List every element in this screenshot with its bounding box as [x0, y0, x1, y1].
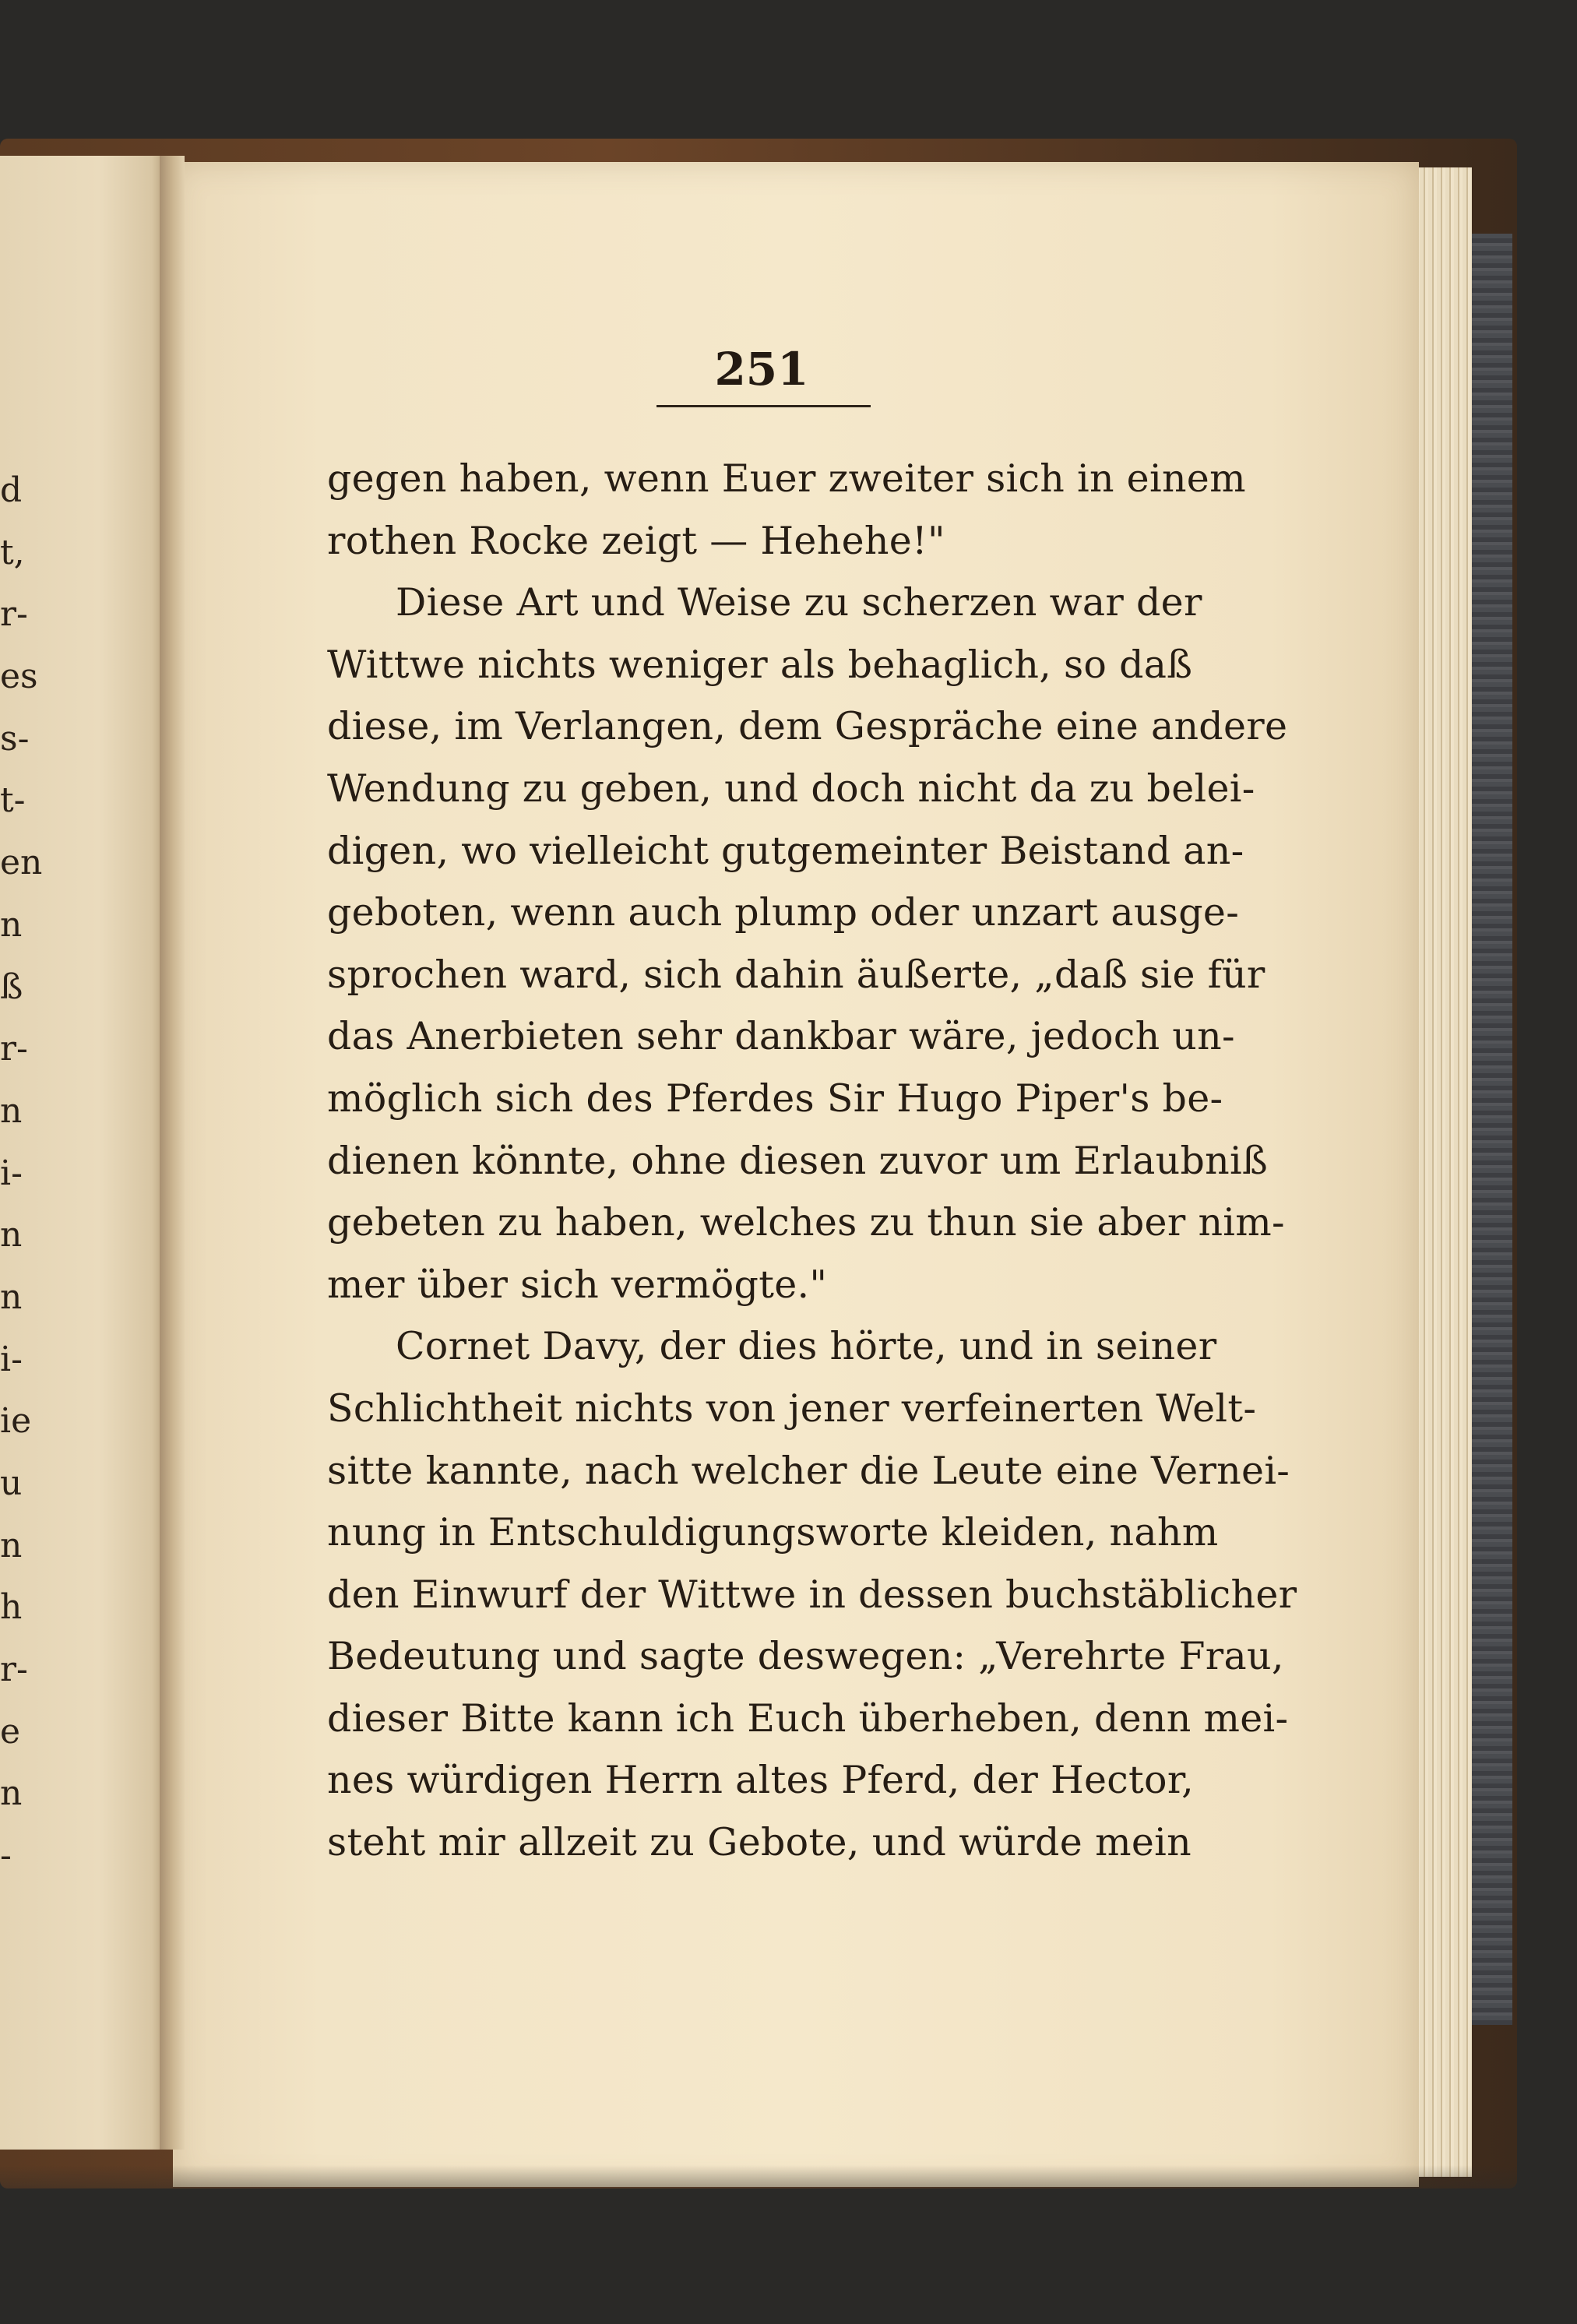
- text-line: nes würdigen Herrn altes Pferd, der Hector,: [327, 1758, 1195, 1803]
- left-page-line-end: r-: [0, 1650, 28, 1690]
- text-line: nung in Entschuldigungsworte kleiden, nahm: [327, 1510, 1219, 1555]
- text-line: steht mir allzeit zu Gebote, und würde mein: [327, 1820, 1192, 1865]
- text-line: digen, wo vielleicht gutgemeinter Beistand an-: [327, 828, 1244, 873]
- left-page-line-end: t-: [0, 780, 26, 821]
- text-line: sprochen ward, sich dahin äußerte, „daß sie für: [327, 952, 1265, 997]
- text-line: das Anerbieten sehr dankbar wäre, jedoch un-: [327, 1014, 1235, 1059]
- text-line: möglich sich des Pferdes Sir Hugo Piper's be-: [327, 1076, 1223, 1121]
- left-page-line-end: r-: [0, 594, 28, 635]
- text-line: diese, im Verlangen, dem Gespräche eine andere: [327, 704, 1288, 749]
- left-page-line-end: h: [0, 1587, 23, 1628]
- left-page-line-end: n: [0, 1525, 23, 1565]
- text-line: sitte kannte, nach welcher die Leute eine Vernei-: [327, 1448, 1290, 1493]
- background-shadow: [0, 2165, 1577, 2324]
- left-page-line-end: ie: [0, 1401, 32, 1442]
- text-line: dieser Bitte kann ich Euch überheben, denn mei-: [327, 1695, 1289, 1741]
- text-line: Cornet Davy, der dies hörte, und in seiner: [396, 1324, 1217, 1369]
- text-line: gegen haben, wenn Euer zweiter sich in einem: [327, 456, 1246, 501]
- left-page-line-end: n: [0, 1215, 23, 1255]
- text-line: Bedeutung und sagte deswegen: „Verehrte Frau,: [327, 1634, 1284, 1679]
- text-line: mer über sich vermögte.": [327, 1262, 828, 1307]
- left-page-line-end: -: [0, 1836, 12, 1876]
- left-page-line-end: t,: [0, 532, 25, 572]
- page-number-rule: [656, 405, 871, 407]
- text-line: rothen Rocke zeigt — Hehehe!": [327, 518, 945, 563]
- left-page-line-end: r-: [0, 1029, 28, 1069]
- left-page-line-end: ß: [0, 967, 23, 1007]
- left-page-line-end: s-: [0, 718, 30, 759]
- left-page-line-end: n: [0, 1090, 23, 1131]
- left-page-line-end: en: [0, 843, 43, 883]
- text-line: Wittwe nichts weniger als behaglich, so daß: [327, 642, 1193, 687]
- page-body-text: [327, 448, 1297, 1874]
- left-page-line-end: es: [0, 657, 38, 697]
- left-page-line-end: i-: [0, 1339, 23, 1379]
- left-page-line-end: n: [0, 1276, 23, 1317]
- left-page-line-end: i-: [0, 1153, 23, 1193]
- left-page-line-end: n: [0, 904, 23, 945]
- text-line: dienen könnte, ohne diesen zuvor um Erlaubniß: [327, 1138, 1268, 1183]
- left-page-line-end: n: [0, 1773, 23, 1814]
- text-line: den Einwurf der Wittwe in dessen buchstäblicher: [327, 1572, 1297, 1617]
- text-line: Schlichtheit nichts von jener verfeinerten Welt-: [327, 1386, 1257, 1431]
- text-line: Diese Art und Weise zu scherzen war der: [396, 580, 1202, 625]
- page-number: 251: [714, 343, 809, 396]
- left-page-line-end: u: [0, 1463, 23, 1503]
- text-line: geboten, wenn auch plump oder unzart ausge-: [327, 890, 1240, 935]
- book-gutter: [160, 156, 185, 2150]
- left-page-line-end: e: [0, 1711, 21, 1752]
- left-page-line-end: d: [0, 470, 23, 510]
- text-line: Wendung zu geben, und doch nicht da zu belei-: [327, 766, 1255, 811]
- text-line: gebeten zu haben, welches zu thun sie aber nim-: [327, 1200, 1285, 1245]
- left-page-line-ends: [0, 460, 43, 1887]
